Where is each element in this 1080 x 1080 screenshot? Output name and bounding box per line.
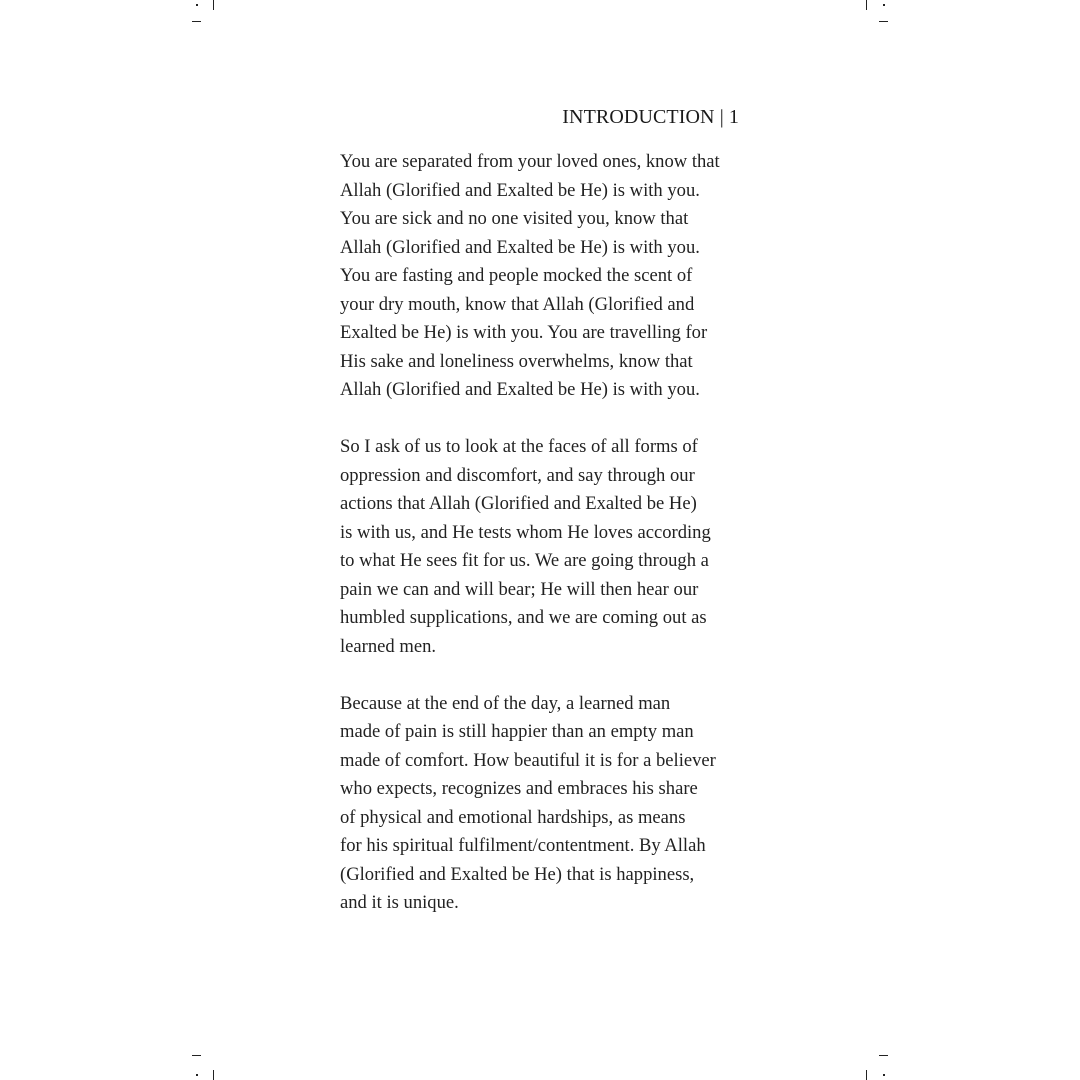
text-line: Allah (Glorified and Exalted be He) is with you. <box>340 179 700 201</box>
crop-mark-bottom-left-vertical <box>213 1070 214 1080</box>
body-text <box>340 148 750 946</box>
crop-mark-bottom-right-vertical <box>866 1070 867 1080</box>
text-line: is with us, and He tests whom He loves according <box>340 521 711 543</box>
text-line: You are separated from your loved ones, know that <box>340 151 720 172</box>
text-line: of physical and emotional hardships, as means <box>340 806 686 828</box>
paragraph-3 <box>340 690 750 918</box>
crop-mark-bottom-right-horizontal <box>879 1055 888 1056</box>
text-line: who expects, recognizes and embraces his share <box>340 778 698 799</box>
text-line: actions that Allah (Glorified and Exalted be He) <box>340 493 697 514</box>
crop-mark-top-right-dot <box>883 4 885 6</box>
text-line: (Glorified and Exalted be He) that is happiness, <box>340 863 695 885</box>
crop-mark-top-right-vertical <box>866 0 867 10</box>
crop-mark-bottom-left-horizontal <box>192 1055 201 1056</box>
crop-mark-bottom-right-dot <box>883 1074 885 1076</box>
running-head: INTRODUCTION | 1 <box>562 106 739 128</box>
crop-mark-top-right-horizontal <box>879 21 888 22</box>
crop-mark-top-left-horizontal <box>192 21 201 22</box>
crop-mark-top-left-dot <box>196 4 198 6</box>
paragraph-1 <box>340 148 750 405</box>
text-line: Allah (Glorified and Exalted be He) is with you. <box>340 379 700 400</box>
crop-mark-top-left-vertical <box>213 0 214 10</box>
text-line: your dry mouth, know that Allah (Glorified and <box>340 293 695 315</box>
text-line: Allah (Glorified and Exalted be He) is with you. <box>340 236 700 258</box>
text-line: humbled supplications, and we are coming out as <box>340 607 707 628</box>
text-line: Exalted be He) is with you. You are travelling for <box>340 322 708 343</box>
text-line: and it is unique. <box>340 892 459 913</box>
paragraph-2 <box>340 433 750 661</box>
text-line: learned men. <box>340 635 437 657</box>
text-line: You are sick and no one visited you, know that <box>340 208 689 229</box>
text-line: pain we can and will bear; He will then hear our <box>340 578 699 600</box>
text-line: Because at the end of the day, a learned man <box>340 692 671 714</box>
text-line: You are fasting and people mocked the scent of <box>340 265 693 286</box>
text-line: So I ask of us to look at the faces of all forms of <box>340 436 698 457</box>
text-line: His sake and loneliness overwhelms, know that <box>340 350 693 372</box>
text-line: oppression and discomfort, and say through our <box>340 464 695 486</box>
text-line: to what He sees fit for us. We are going through a <box>340 550 709 571</box>
text-line: for his spiritual fulfilment/contentment. By Allah <box>340 835 706 856</box>
crop-mark-bottom-left-dot <box>196 1074 198 1076</box>
text-line: made of comfort. How beautiful it is for a believer <box>340 749 716 771</box>
text-line: made of pain is still happier than an empty man <box>340 721 694 742</box>
